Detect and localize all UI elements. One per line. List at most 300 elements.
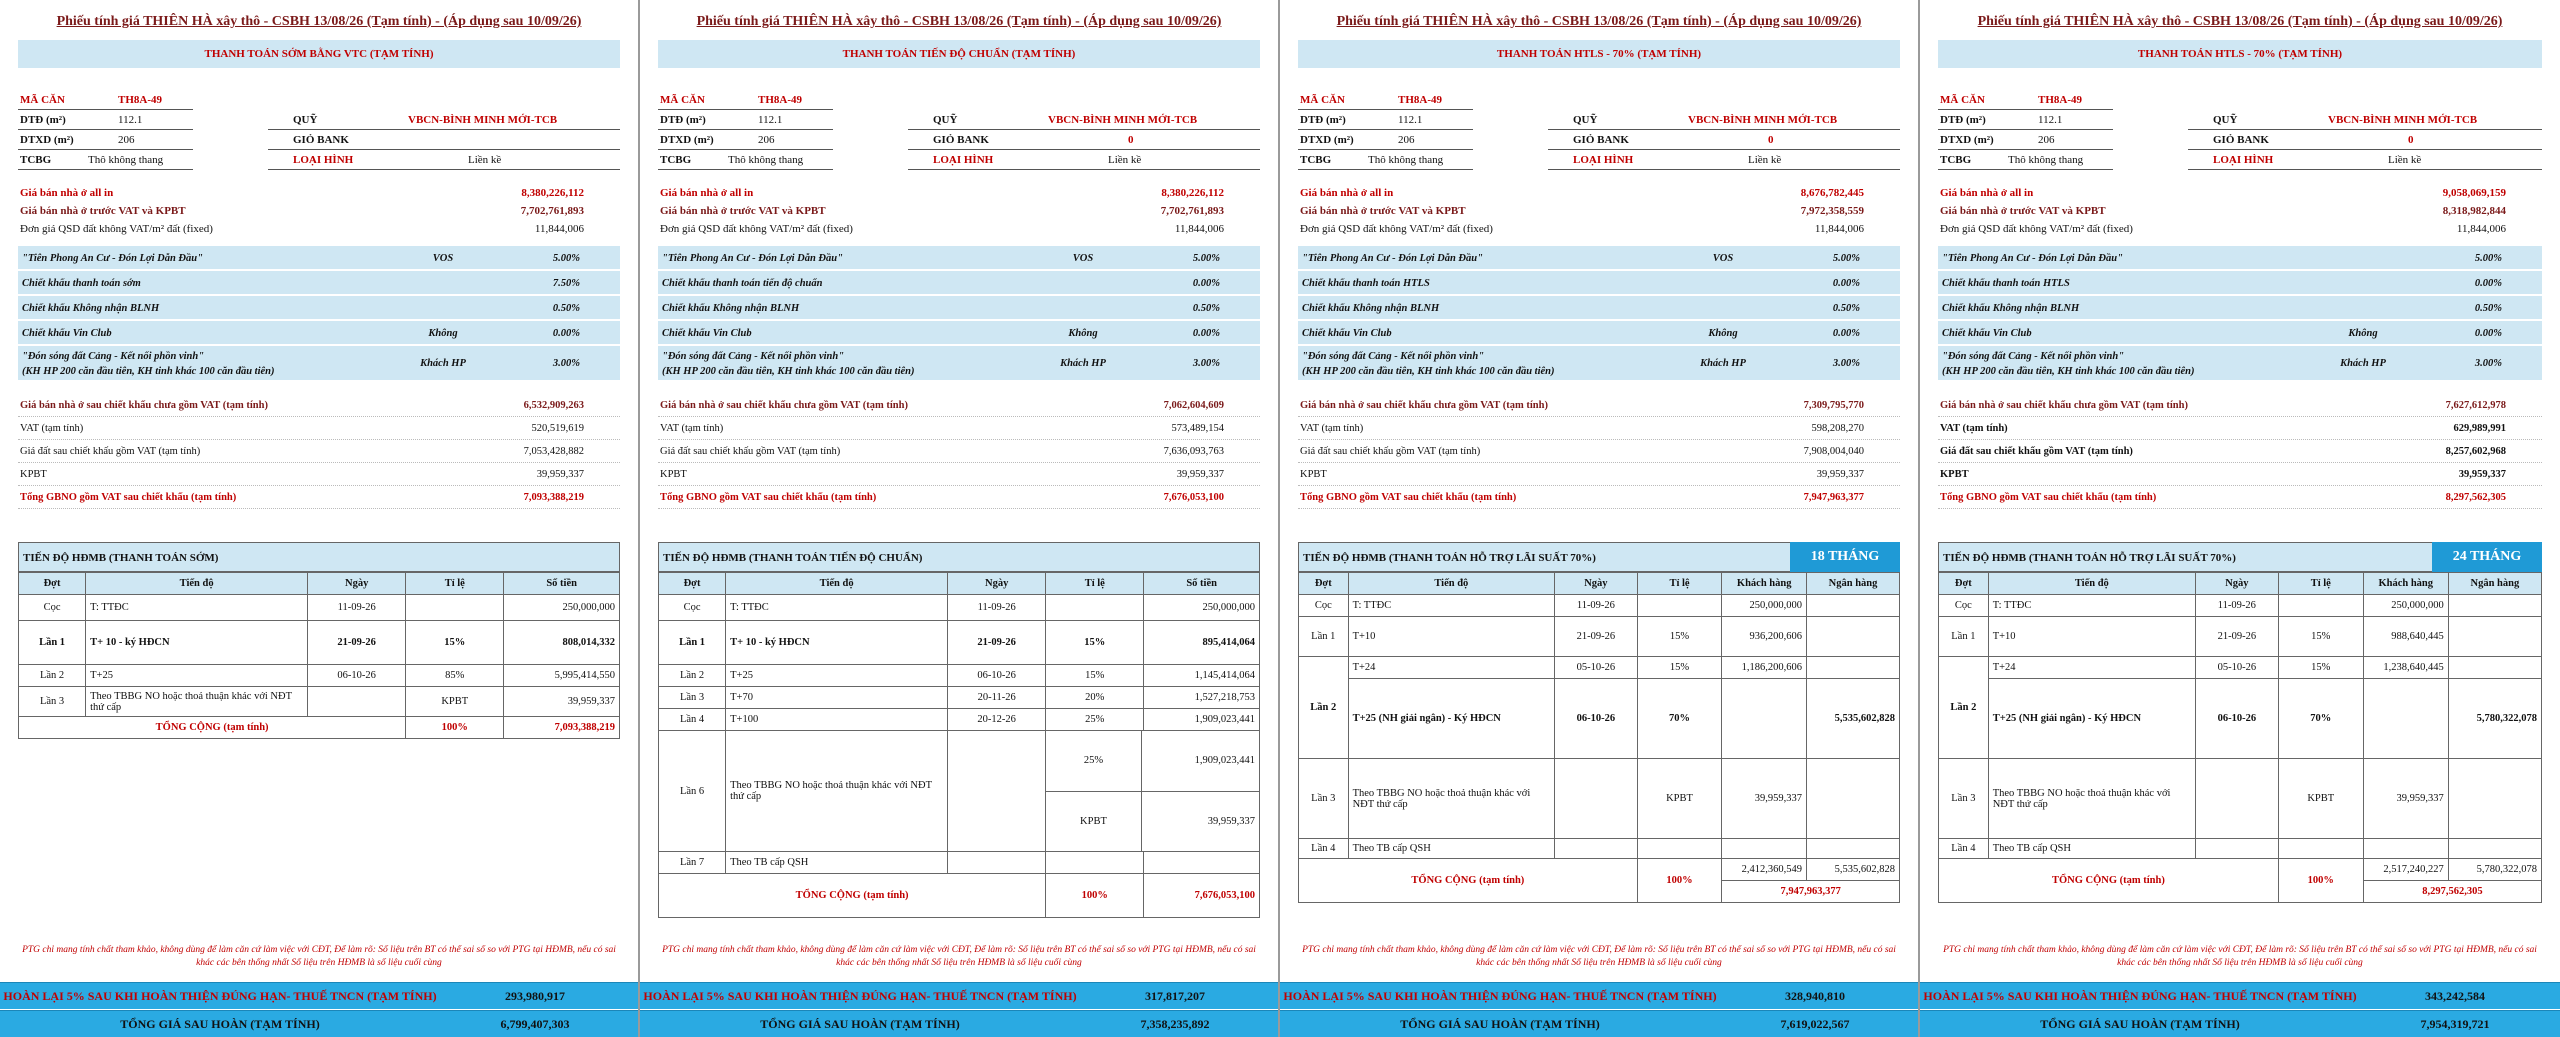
price-sheet-panel-2 [640,0,1280,1037]
progress-text: T+100 [726,709,948,731]
column-header-ti-le: Tỉ lệ [1046,573,1144,595]
progress-text: Theo TB cấp QSH [1988,839,2195,859]
customer-amount: 39,959,337 [2363,759,2448,839]
dtd-label: DTĐ (m²) [20,114,66,126]
total-percent: 100% [1046,874,1144,918]
discount-list [1298,246,1900,382]
discount-row [1938,271,2542,296]
ma-can-label: MÃ CĂN [1300,94,1345,106]
progress-text: Theo TBBG NO hoặc thoả thuận khác với NĐT thứ cấp [86,687,308,717]
schedule-row [1939,679,2542,759]
payment-rate [1046,595,1144,621]
payment-schedule [658,542,1260,918]
payment-date: 11-09-26 [948,595,1046,621]
payment-date [1555,839,1638,859]
installment: Lần 7 [659,852,726,874]
payment-date: 21-09-26 [2195,617,2278,657]
total-customer: 2,412,360,549 [1722,859,1807,881]
customer-amount [1722,679,1807,759]
gio-bank-value: 0 [1128,134,1134,146]
discount-label [662,349,915,379]
gio-bank-label: GIỎ BANK [293,134,349,146]
total-value: 7,093,388,219 [504,717,620,739]
payment-rate: 20% [1046,687,1144,709]
quy-value: VBCN-BÌNH MINH MỚI-TCB [1688,114,1838,126]
progress-text: T: TTĐC [726,595,948,621]
gia-truoc-vat-label: Giá bán nhà ở trước VAT và KPBT [1940,205,2106,217]
schedule-row [1299,759,1900,839]
payment-date [308,687,406,717]
discount-label: Chiết khấu thanh toán sớm [22,278,141,289]
discount-row [658,246,1260,271]
discount-value: 7.50% [552,278,580,289]
total-percent: 100% [406,717,504,739]
installment: Cọc [659,595,726,621]
schedule-title-text: TIẾN ĐỘ HĐMB (THANH TOÁN TIẾN ĐỘ CHUẨN) [663,552,923,564]
refund-label: HOÀN LẠI 5% SAU KHI HOÀN THIỆN ĐÚNG HẠN- THUẾ TNCN (TẠM TÍNH) [1923,989,2357,1003]
loai-hinh-value: Liền kề [1748,154,1782,166]
kpbt-value: 39,959,337 [1176,469,1224,480]
bank-amount [1807,839,1900,859]
sheet-title: Phiếu tính giá THIÊN HÀ xây thô - CSBH 13/08/26 (Tạm tính) - (Áp dụng sau 10/09/26) [56,14,582,29]
payment-rate [1637,839,1722,859]
discount-label: Chiết khấu thanh toán HTLS [1942,278,2070,289]
gia-all-in-value: 8,676,782,445 [1800,187,1864,199]
vat-value: 598,208,270 [1811,423,1864,434]
disclaimer-note: PTG chỉ mang tính chất tham khảo, không dùng để làm căn cứ làm việc với CĐT, Để làm rõ: Số liệu trên BT có thể sai số so với PTG tại HĐMB, nếu có sai khác các bên thống nhất Số liệu trên HĐMB là số liệu cuối cùng [662,945,1256,968]
tcbg-label: TCBG [660,154,692,166]
payment-rate: 15% [1637,657,1722,679]
unit-info [1298,94,1900,174]
tong-label: Tổng GBNO gồm VAT sau chiết khấu (tạm tính) [660,492,877,503]
payment-date: 05-10-26 [1555,657,1638,679]
split-cell [1046,731,1260,852]
don-gia-value: 11,844,006 [2456,223,2506,235]
installment: Cọc [1299,595,1349,617]
discount-row [1298,271,1900,296]
discount-row [18,296,620,321]
progress-text: T: TTĐC [1988,595,2195,617]
schedule-row [1939,839,2542,859]
refund-label: HOÀN LẠI 5% SAU KHI HOÀN THIỆN ĐÚNG HẠN- THUẾ TNCN (TẠM TÍNH) [1283,989,1717,1003]
payment-method-banner: THANH TOÁN HTLS - 70% (TẠM TÍNH) [1938,40,2542,68]
don-gia-row [658,220,1260,238]
price-sheet-panel-1 [0,0,640,1037]
ma-can-label: MÃ CĂN [1940,94,1985,106]
schedule-row [1299,679,1900,759]
schedule-row [659,621,1260,665]
progress-text: T: TTĐC [1348,595,1555,617]
gia-sau-ck-value: 7,627,612,978 [2445,400,2506,411]
refund-row [0,982,638,1009]
dtxd-label: DTXD (m²) [1940,134,1994,146]
vat-value: 629,989,991 [2453,423,2506,434]
ma-can-value: TH8A-49 [1398,94,1442,106]
customer-amount [1722,839,1807,859]
payment-date: 06-10-26 [308,665,406,687]
don-gia-value: 11,844,006 [1814,223,1864,235]
discount-value: 0.50% [1832,303,1860,314]
progress-text: Theo TB cấp QSH [726,852,948,874]
dtxd-label: DTXD (m²) [660,134,714,146]
progress-text: T+25 (NH giải ngân) - Ký HĐCN [1348,679,1555,759]
discount-label: "Tiên Phong An Cư - Đón Lợi Dẫn Đầu" [1942,253,2123,264]
customer-amount: 936,200,606 [1722,617,1807,657]
bank-amount [2448,595,2541,617]
total-label: TỔNG CỘNG (tạm tính) [1299,859,1638,903]
payment-date: 11-09-26 [308,595,406,621]
payment-rate: 70% [1637,679,1722,759]
discount-row [1298,346,1900,382]
discount-row [1938,321,2542,346]
schedule-row [19,665,620,687]
total-after-refund-row [1920,1010,2560,1037]
price-sheet-panel-3 [1280,0,1920,1037]
after-discount-summary [1938,394,2542,509]
dtxd-value: 206 [2038,134,2055,146]
gia-truoc-vat-value: 7,702,761,893 [520,205,584,217]
kpbt-value: 39,959,337 [536,469,584,480]
schedule-table [18,572,620,739]
gia-sau-ck-label: Giá bán nhà ở sau chiết khấu chưa gồm VAT (tạm tính) [1300,400,1548,411]
price-summary [1938,184,2542,238]
schedule-title [18,542,620,572]
kpbt-label: KPBT [1940,469,1969,480]
kpbt-label: KPBT [1300,469,1327,480]
disclaimer-note: PTG chỉ mang tính chất tham khảo, không dùng để làm căn cứ làm việc với CĐT, Để làm rõ: Số liệu trên BT có thể sai số so với PTG tại HĐMB, nếu có sai khác các bên thống nhất Số liệu trên HĐMB là số liệu cuối cùng [1943,945,2537,968]
gia-truoc-vat-label: Giá bán nhà ở trước VAT và KPBT [20,205,186,217]
quy-label: QUỸ [1573,114,1598,126]
discount-list [1938,246,2542,382]
ma-can-value: TH8A-49 [2038,94,2082,106]
payment-date [2195,759,2278,839]
payment-rate: 15% [2278,617,2363,657]
discount-value: 0.00% [552,328,580,339]
bank-amount [1807,617,1900,657]
vat-label: VAT (tạm tính) [1940,423,2008,434]
bank-amount [1807,657,1900,679]
bank-amount [2448,617,2541,657]
schedule-total-row [19,717,620,739]
schedule-row [1299,839,1900,859]
ma-can-value: TH8A-49 [758,94,802,106]
discount-list [18,246,620,382]
payment-amount: 1,145,414,064 [1144,665,1260,687]
progress-text: Theo TBBG NO hoặc thoả thuận khác với NĐT thứ cấp [1988,759,2195,839]
discount-value: 5.00% [1192,253,1220,264]
column-header-khach-hang: Khách hàng [1722,573,1807,595]
column-header-ti-le: Tỉ lệ [1637,573,1722,595]
loai-hinh-label: LOẠI HÌNH [293,154,354,166]
progress-text: T+25 (NH giải ngân) - Ký HĐCN [1988,679,2195,759]
schedule-title-text: TIẾN ĐỘ HĐMB (THANH TOÁN HỖ TRỢ LÃI SUẤT 70%) [1943,552,2236,564]
ma-can-value: TH8A-49 [118,94,162,106]
kpbt-value: 39,959,337 [2458,469,2506,480]
schedule-total-row [1299,859,1900,881]
gia-all-in-label: Giá bán nhà ở all in [660,187,754,199]
discount-value: 0.00% [1832,328,1860,339]
installment: Lần 1 [19,621,86,665]
discount-value: 5.00% [552,253,580,264]
total-after-refund-label: TỔNG GIÁ SAU HOÀN (TẠM TÍNH) [120,1017,320,1031]
payment-rate: KPBT [1637,759,1722,839]
column-header-tien-do: Tiến độ [1348,573,1555,595]
discount-label-line2: (KH HP 200 căn đầu tiên, KH tinh khác 100 căn đầu tiên) [662,366,915,377]
payment-date [2195,839,2278,859]
payment-amount [1144,852,1260,874]
discount-value: 3.00% [552,358,580,369]
schedule-row [1939,617,2542,657]
schedule-row [659,665,1260,687]
discount-row [1298,321,1900,346]
quy-label: QUỸ [2213,114,2238,126]
progress-text: T: TTĐC [86,595,308,621]
column-header-ngan-hang: Ngân hàng [2448,573,2541,595]
schedule-title [658,542,1260,572]
discount-label-line2: (KH HP 200 căn đầu tiên, KH tinh khác 100 căn đầu tiên) [1302,366,1555,377]
installment: Lần 1 [1299,617,1349,657]
discount-label [22,349,275,379]
discount-condition: Khách HP [1060,358,1106,369]
price-sheet-panel-4 [1920,0,2560,1037]
discount-label: Chiết khấu Không nhận BLNH [662,303,800,314]
payment-rate: 15% [1046,621,1144,665]
schedule-total-row [1939,859,2542,881]
column-header-ngay: Ngày [308,573,406,595]
customer-amount: 988,640,445 [2363,617,2448,657]
discount-label: Chiết khấu Vin Club [1942,328,2032,339]
dtd-label: DTĐ (m²) [660,114,706,126]
total-bank: 5,780,322,078 [2448,859,2541,881]
payment-rate: 15% [2278,657,2363,679]
discount-row [658,271,1260,296]
total-value: 7,676,053,100 [1144,874,1260,918]
dtxd-label: DTXD (m²) [1300,134,1354,146]
vat-label: VAT (tạm tính) [20,423,84,434]
schedule-title-text: TIẾN ĐỘ HĐMB (THANH TOÁN SỚM) [23,552,219,564]
column-header-ngan-hang: Ngân hàng [1807,573,1900,595]
schedule-row [659,709,1260,731]
discount-row [1298,296,1900,321]
gio-bank-label: GIỎ BANK [933,134,989,146]
loai-hinh-value: Liền kề [2388,154,2422,166]
discount-row [18,246,620,271]
column-header-dot: Đợt [659,573,726,595]
total-label: TỔNG CỘNG (tạm tính) [659,874,1046,918]
gia-dat-value: 7,908,004,040 [1803,446,1864,457]
dtd-label: DTĐ (m²) [1940,114,1986,126]
installment: Lần 2 [659,665,726,687]
installment: Lần 3 [1299,759,1349,839]
disclaimer-note: PTG chỉ mang tính chất tham khảo, không dùng để làm căn cứ làm việc với CĐT, Để làm rõ: Số liệu trên BT có thể sai số so với PTG tại HĐMB, nếu có sai khác các bên thống nhất Số liệu trên HĐMB là số liệu cuối cùng [1302,945,1896,968]
discount-label: Chiết khấu Không nhận BLNH [22,303,160,314]
progress-text: T+24 [1988,657,2195,679]
gia-sau-ck-label: Giá bán nhà ở sau chiết khấu chưa gồm VAT (tạm tính) [1940,400,2188,411]
tong-value: 7,947,963,377 [1803,492,1864,503]
tong-label: Tổng GBNO gồm VAT sau chiết khấu (tạm tính) [1300,492,1517,503]
total-after-refund-row [640,1010,1278,1037]
don-gia-row [18,220,620,238]
payment-method-banner: THANH TOÁN HTLS - 70% (TẠM TÍNH) [1298,40,1900,68]
discount-label: Chiết khấu Vin Club [662,328,752,339]
discount-value: 3.00% [1192,358,1220,369]
discount-condition: Không [1068,328,1098,339]
installment: Lần 4 [659,709,726,731]
gia-sau-ck-value: 6,532,909,263 [523,400,584,411]
discount-condition: VOS [1712,253,1734,264]
bank-amount: 5,535,602,828 [1807,679,1900,759]
quy-label: QUỸ [293,114,318,126]
gia-sau-ck-value: 7,309,795,770 [1803,400,1864,411]
payment-date: 06-10-26 [948,665,1046,687]
discount-value: 3.00% [1832,358,1860,369]
progress-text: T+10 [1348,617,1555,657]
bank-amount [2448,839,2541,859]
total-percent: 100% [2278,859,2363,903]
total-bank: 5,535,602,828 [1807,859,1900,881]
payment-rate: 25% [1046,709,1144,731]
gia-all-in-label: Giá bán nhà ở all in [1940,187,2034,199]
discount-condition: Khách HP [2340,358,2386,369]
dtd-value: 112.1 [2038,114,2063,126]
column-header-ngay: Ngày [1555,573,1638,595]
gia-dat-label: Giá đất sau chiết khấu gồm VAT (tạm tính) [20,446,201,457]
schedule-table [658,572,1260,918]
progress-text: T+70 [726,687,948,709]
dtd-value: 112.1 [1398,114,1423,126]
ma-can-label: MÃ CĂN [660,94,705,106]
total-after-refund-value: 7,358,235,892 [1140,1017,1210,1031]
discount-label-line1: "Đón sóng đất Cảng - Kết nối phồn vinh" [662,351,845,362]
bank-amount [1807,759,1900,839]
discount-label: Chiết khấu Vin Club [22,328,112,339]
gia-dat-value: 7,053,428,882 [523,446,584,457]
installment: Cọc [1939,595,1989,617]
bank-amount [2448,657,2541,679]
payment-date: 11-09-26 [2195,595,2278,617]
payment-amount: 1,909,023,441 [1141,731,1259,791]
gio-bank-value: 0 [1768,134,1774,146]
installment: Lần 3 [19,687,86,717]
discount-label-line1: "Đón sóng đất Cảng - Kết nối phồn vinh" [1302,351,1485,362]
installment: Lần 3 [659,687,726,709]
column-header-tien-do: Tiến độ [726,573,948,595]
schedule-row [659,687,1260,709]
dtxd-value: 206 [758,134,775,146]
vat-label: VAT (tạm tính) [1300,423,1364,434]
payment-method-banner: THANH TOÁN SỚM BẰNG VTC (TẠM TÍNH) [18,40,620,68]
don-gia-label: Đơn giá QSD đất không VAT/m² đất (fixed) [1940,223,2133,235]
installment: Cọc [19,595,86,621]
discount-condition: Khách HP [1700,358,1746,369]
payment-amount: 39,959,337 [1207,815,1255,827]
column-header-tien-do: Tiến độ [1988,573,2195,595]
total-label: TỔNG CỘNG (tạm tính) [19,717,406,739]
installment: Lần 1 [659,621,726,665]
discount-value: 5.00% [1832,253,1860,264]
bank-amount [2448,759,2541,839]
kpbt-value: 39,959,337 [1816,469,1864,480]
refund-row [640,982,1278,1009]
payment-date: 21-09-26 [948,621,1046,665]
discount-label-line2: (KH HP 200 căn đầu tiên, KH tinh khác 100 căn đầu tiên) [1942,366,2195,377]
installment: Lần 2 [19,665,86,687]
discount-label-line2: (KH HP 200 căn đầu tiên, KH tinh khác 100 căn đầu tiên) [22,366,275,377]
refund-row [1920,982,2560,1009]
payment-amount: 1,909,023,441 [1144,709,1260,731]
progress-text: T+25 [86,665,308,687]
total-after-refund-label: TỔNG GIÁ SAU HOÀN (TẠM TÍNH) [760,1017,960,1031]
payment-method-banner: THANH TOÁN TIẾN ĐỘ CHUẨN (TẠM TÍNH) [658,40,1260,68]
discount-condition: Không [2348,328,2378,339]
discount-label: Chiết khấu Không nhận BLNH [1302,303,1440,314]
discount-value: 0.50% [1192,303,1220,314]
tcbg-value: Thô không thang [2008,154,2084,166]
progress-text: Theo TB cấp QSH [1348,839,1555,859]
payment-amount: 895,414,064 [1144,621,1260,665]
schedule-row [1299,595,1900,617]
progress-text: Theo TBBG NO hoặc thoả thuận khác với NĐT thứ cấp [726,731,948,852]
payment-date: 11-09-26 [1555,595,1638,617]
payment-date [948,731,1046,852]
column-header-dot: Đợt [19,573,86,595]
discount-list [658,246,1260,382]
discount-label-line1: "Đón sóng đất Cảng - Kết nối phồn vinh" [22,351,205,362]
discount-row [658,346,1260,382]
schedule-row [19,595,620,621]
total-value: 7,947,963,377 [1722,881,1900,903]
gia-dat-value: 7,636,093,763 [1163,446,1224,457]
customer-amount: 250,000,000 [1722,595,1807,617]
schedule-total-row [659,874,1260,918]
payment-rate: 70% [2278,679,2363,759]
payment-date [948,852,1046,874]
schedule-title-text: TIẾN ĐỘ HĐMB (THANH TOÁN HỖ TRỢ LÃI SUẤT 70%) [1303,552,1596,564]
total-label: TỔNG CỘNG (tạm tính) [1939,859,2279,903]
refund-value: 343,242,584 [2425,989,2485,1003]
gia-truoc-vat-label: Giá bán nhà ở trước VAT và KPBT [1300,205,1466,217]
progress-text: T+25 [726,665,948,687]
installment: Lần 1 [1939,617,1989,657]
discount-label [1942,349,2195,379]
payment-rate [406,595,504,621]
payment-amount: 5,995,414,550 [504,665,620,687]
payment-date: 06-10-26 [2195,679,2278,759]
payment-amount: 39,959,337 [504,687,620,717]
total-value: 8,297,562,305 [2363,881,2541,903]
quy-value: VBCN-BÌNH MINH MỚI-TCB [1048,114,1198,126]
gia-sau-ck-label: Giá bán nhà ở sau chiết khấu chưa gồm VAT (tạm tính) [660,400,908,411]
column-header-khach-hang: Khách hàng [2363,573,2448,595]
discount-row [18,346,620,382]
price-summary [1298,184,1900,238]
gia-all-in-value: 8,380,226,112 [521,187,584,199]
sheet-title: Phiếu tính giá THIÊN HÀ xây thô - CSBH 13/08/26 (Tạm tính) - (Áp dụng sau 10/09/26) [1336,14,1862,29]
gia-dat-label: Giá đất sau chiết khấu gồm VAT (tạm tính) [1300,446,1481,457]
column-header-dot: Đợt [1299,573,1349,595]
schedule-row [1939,657,2542,679]
dtd-value: 112.1 [758,114,783,126]
discount-value: 0.00% [2474,278,2502,289]
discount-label: "Tiên Phong An Cư - Đón Lợi Dẫn Đầu" [662,253,843,264]
schedule-row [659,595,1260,621]
gia-truoc-vat-value: 8,318,982,844 [2442,205,2506,217]
tcbg-value: Thô không thang [88,154,164,166]
sheet-title: Phiếu tính giá THIÊN HÀ xây thô - CSBH 13/08/26 (Tạm tính) - (Áp dụng sau 10/09/26) [1977,14,2503,29]
discount-value: 0.50% [2474,303,2502,314]
gia-truoc-vat-value: 7,702,761,893 [1160,205,1224,217]
discount-row [1298,246,1900,271]
